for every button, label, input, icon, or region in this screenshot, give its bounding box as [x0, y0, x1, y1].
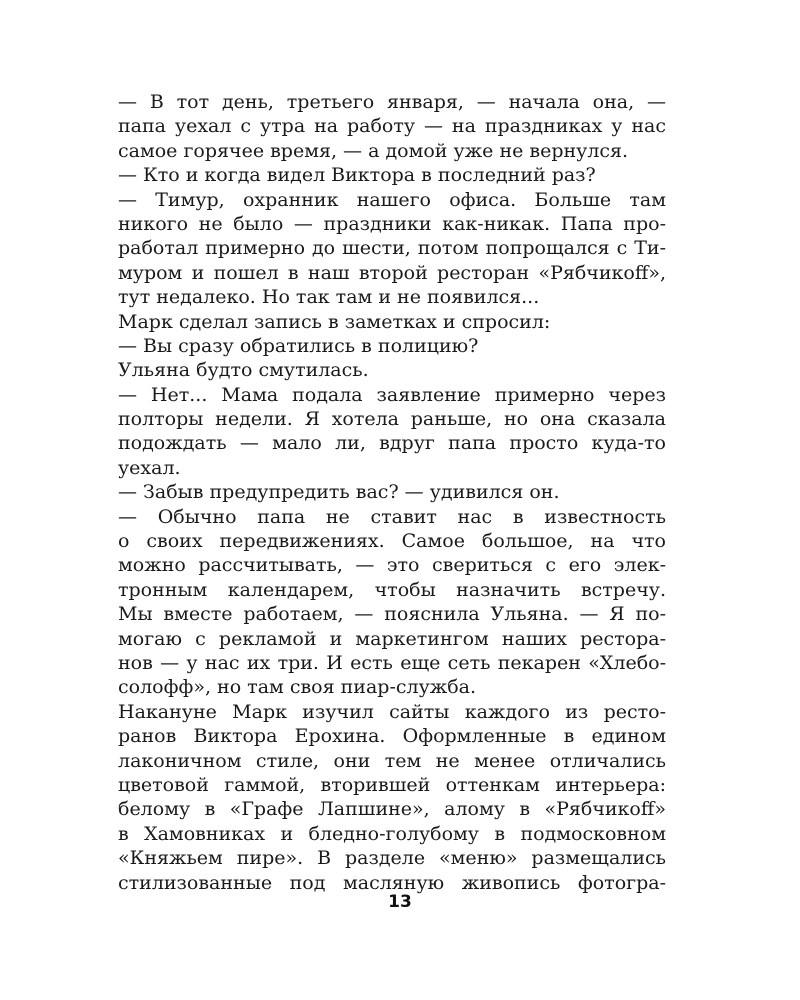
text-line: работал примерно до шести, потом попрощался с Ти- [118, 237, 666, 260]
text-line: — В тот день, третьего января, — начала она, — [118, 91, 666, 113]
text-line: папа уехал с утра на работу — на праздниках у нас [118, 115, 666, 138]
text-line: тут недалеко. Но так там и не появился... [118, 286, 540, 309]
text-line: — Обычно папа не ставит нас в известность [118, 505, 666, 528]
body-text [118, 90, 666, 895]
text-line: белому в «Графе Лапшине», алому в «Рябчикоff» [118, 798, 666, 821]
text-line: Марк сделал запись в заметках и спросил: [118, 310, 551, 333]
page-number: 13 [388, 892, 412, 912]
text-line: полторы недели. Я хотела раньше, но она сказала [118, 408, 666, 431]
text-line: — Тимур, охранник нашего офиса. Больше там [118, 188, 666, 211]
text-line: никого не было — праздники как-никак. Папа про- [118, 212, 666, 235]
text-line: Накануне Марк изучил сайты каждого из ресто- [118, 700, 666, 723]
text-line: ранов Виктора Ерохина. Оформленные в едином [118, 725, 666, 748]
text-line: можно рассчитывать, — это свериться с его элек- [118, 554, 666, 577]
text-line: Мы вместе работаем, — пояснила Ульяна. — Я по- [118, 603, 666, 626]
text-line: нов — у нас их три. И есть еще сеть пекарен «Хлебо- [118, 651, 666, 674]
text-line: — Забыв предупредить вас? — удивился он. [118, 481, 560, 504]
text-line: стилизованные под масляную живопись фотогра- [118, 871, 666, 894]
text-line: — Кто и когда видел Виктора в последний раз? [118, 164, 596, 187]
text-line: солофф», но там своя пиар-служба. [118, 676, 477, 699]
text-line: тронным календарем, чтобы назначить встречу. [118, 578, 666, 601]
text-line: уехал. [118, 456, 181, 479]
text-line: «Княжьем пире». В разделе «меню» размещались [118, 847, 666, 870]
text-line: лаконичном стиле, они тем не менее отличались [118, 749, 666, 772]
text-line: в Хамовниках и бледно-голубому в подмосковном [118, 822, 666, 845]
text-line: Ульяна будто смутилась. [118, 359, 369, 382]
text-line: самое горячее время, — а домой уже не вернулся. [118, 139, 629, 162]
text-line: муром и пошел в наш второй ресторан «Рябчикоff», [118, 261, 666, 284]
text-line: — Вы сразу обратились в полицию? [118, 334, 479, 357]
text-line: — Нет... Мама подала заявление примерно через [118, 383, 666, 406]
text-line: подождать — мало ли, вдруг папа просто куда-то [118, 432, 666, 455]
text-line: о своих передвижениях. Самое большое, на что [118, 530, 666, 553]
text-line: цветовой гаммой, вторившей оттенкам интерьера: [118, 773, 666, 796]
text-line: могаю с рекламой и маркетингом наших рестора- [118, 627, 666, 650]
